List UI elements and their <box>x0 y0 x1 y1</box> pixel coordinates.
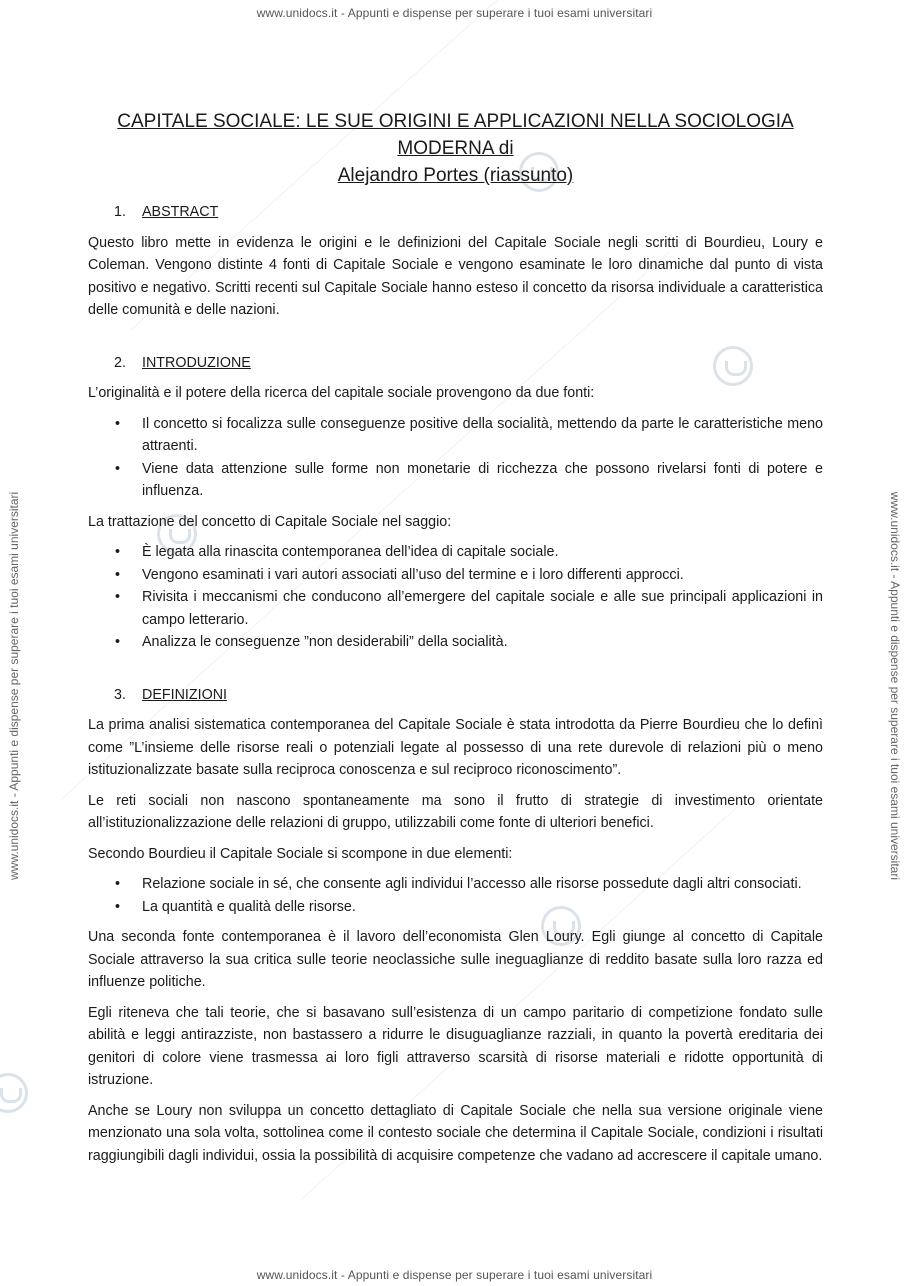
watermark-side-left: www.unidocs.it - Appunti e dispense per superare i tuoi esami universitari <box>7 491 21 880</box>
watermark-header: www.unidocs.it - Appunti e dispense per superare i tuoi esami universitari <box>256 6 653 20</box>
list-item: • La quantità e qualità delle risorse. <box>88 896 823 919</box>
paragraph: Egli riteneva che tali teorie, che si basavano sull’esistenza di un campo paritario di competizione fondato sulle abilità e leggi antirazziste, non bastassero a ridurre le disuguaglianze razziali, in quanto la povertà ereditaria dei genitori di colore viene trasmessa ai loro figli attraverso scarsità di risorse materiali e ridotte opportunità di istruzione. <box>88 1004 823 1088</box>
paragraph: Secondo Bourdieu il Capitale Sociale si scompone in due elementi: <box>88 845 513 862</box>
list-item: • Rivisita i meccanismi che conducono all’emergere del capitale sociale e alle sue principali applicazioni in campo letterario. <box>88 586 823 631</box>
section-number: 1. <box>114 204 126 220</box>
title-line-2: Alejandro Portes (riassunto) <box>337 165 574 186</box>
paragraph: Le reti sociali non nascono spontaneamente ma sono il frutto di strategie di investimento orientate all’istituzionalizzazione delle relazioni di gruppo, utilizzabili come fonte di ulteriori benefici. <box>88 792 823 831</box>
bullet-list <box>88 541 823 654</box>
list-item: • Relazione sociale in sé, che consente agli individui l’accesso alle risorse possedute dagli altri consociati. <box>88 873 823 896</box>
list-item: • Il concetto si focalizza sulle conseguenze positive della socialità, mettendo da parte le caratteristiche meno attraenti. <box>88 413 823 458</box>
unidocs-logo-icon <box>0 1073 28 1113</box>
watermark-footer: www.unidocs.it - Appunti e dispense per superare i tuoi esami universitari <box>256 1268 653 1282</box>
list-item: • Vengono esaminati i vari autori associati all’uso del termine e i loro differenti approcci. <box>88 564 823 587</box>
abstract-paragraph: Questo libro mette in evidenza le origini e le definizioni del Capitale Sociale negli scritti di Bourdieu, Loury e Coleman. Vengono distinte 4 fonti di Capitale Sociale e vengono esaminate le loro dinamiche dal punto di vista positivo e negativo. Scritti recenti sul Capitale Sociale hanno esteso il concetto da risorsa individuale a caratteristica delle comunità e delle nazioni. <box>88 234 823 318</box>
watermark-side-right: www.unidocs.it - Appunti e dispense per superare i tuoi esami universitari <box>888 491 902 880</box>
section-heading-introduzione <box>114 352 823 375</box>
section-title: ABSTRACT <box>142 204 219 220</box>
list-item: • Analizza le conseguenze ”non desiderabili” della socialità. <box>88 631 823 654</box>
list-item: • Viene data attenzione sulle forme non monetarie di ricchezza che possono rivelarsi fonti di potere e influenza. <box>88 458 823 503</box>
title-line-1: CAPITALE SOCIALE: LE SUE ORIGINI E APPLICAZIONI NELLA SOCIOLOGIA MODERNA di <box>117 111 794 159</box>
section-number: 2. <box>114 354 126 371</box>
paragraph: Una seconda fonte contemporanea è il lavoro dell’economista Glen Loury. Egli giunge al concetto di Capitale Sociale attraverso la sua critica sulle teorie neoclassiche sulle ineguaglianze di reddito basate sulla loro razza ed influenze politiche. <box>88 929 823 990</box>
list-item: • È legata alla rinascita contemporanea dell’idea di capitale sociale. <box>88 541 823 564</box>
section-title: DEFINIZIONI <box>142 686 227 703</box>
section-title: INTRODUZIONE <box>142 354 251 371</box>
paragraph: La prima analisi sistematica contemporanea del Capitale Sociale è stata introdotta da Pierre Bourdieu che lo definì come ”L’insieme delle risorse reali o potenziali legate al possesso di una rete durevole di relazioni più o meno istituzionalizzate basate sulla reciproca conoscenza e sul reciproco riconoscimento”. <box>88 717 823 778</box>
section-heading-definizioni <box>114 684 823 707</box>
document-page <box>88 108 823 1167</box>
document-title <box>88 108 823 189</box>
section-heading-abstract <box>114 201 823 224</box>
paragraph: L’originalità e il potere della ricerca del capitale sociale provengono da due fonti: <box>88 385 595 401</box>
paragraph: Anche se Loury non sviluppa un concetto dettagliato di Capitale Sociale che nella sua versione originale viene menzionato una sola volta, sottolinea come il contesto sociale che determina il Capitale Sociale, condizioni i risultati raggiungibili dagli individui, ossia la possibilità di acquisire competenze che vadano ad accrescere il capitale umano. <box>88 1102 823 1164</box>
bullet-list <box>88 873 823 918</box>
bullet-list <box>88 413 823 503</box>
paragraph: La trattazione del concetto di Capitale Sociale nel saggio: <box>88 513 452 530</box>
section-number: 3. <box>114 686 126 703</box>
